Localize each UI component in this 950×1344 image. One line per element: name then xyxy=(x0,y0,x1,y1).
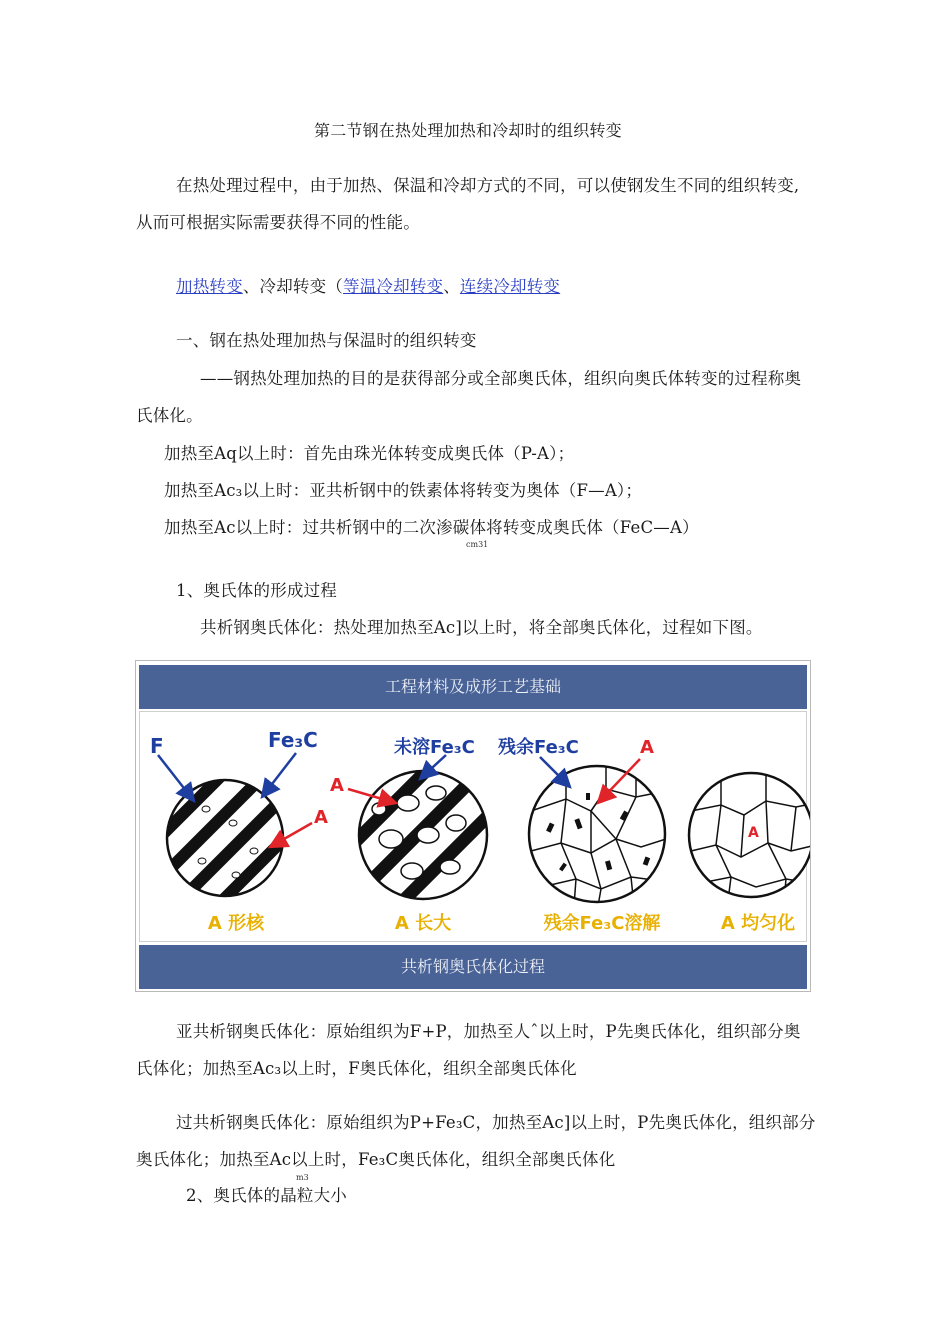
label-undissolved-cementite: 未溶Fe₃C xyxy=(394,737,475,758)
label-ferrite: F xyxy=(150,734,164,758)
stage-nucleation xyxy=(136,719,346,943)
caption-homogenization: A 均匀化 xyxy=(720,913,796,934)
hypereutectoid-subscript: m3 xyxy=(296,1173,309,1182)
intro-line-1: 在热处理过程中，由于加热、保温和冷却方式的不同，可以使钢发生不同的组织转变, xyxy=(176,176,800,195)
hypoeutectoid-line-2: 氏体化；加热至Ac₃以上时，F奥氏体化，组织全部奥氏体化 xyxy=(136,1059,577,1078)
figure-bottom-banner: 共析钢奥氏体化过程 xyxy=(139,945,807,989)
definition-line-1: ——钢热处理加热的目的是获得部分或全部奥氏体，组织向奥氏体转变的过程称奥 xyxy=(200,369,802,388)
caption-dissolution: 残余Fe₃C溶解 xyxy=(543,913,661,934)
austenitization-figure xyxy=(135,660,811,992)
page-title: 第二节钢在热处理加热和冷却时的组织转变 xyxy=(314,121,622,140)
definition-line-2: 氏体化。 xyxy=(136,406,203,425)
link-heating-transformation[interactable]: 加热转变 xyxy=(176,277,243,296)
hypereutectoid-line-1: 过共析钢奥氏体化：原始组织为P+Fe₃C，加热至Ac]以上时，P先奥氏体化，组织部分 xyxy=(176,1113,816,1132)
link-isothermal-cooling[interactable]: 等温冷却转变 xyxy=(343,277,444,296)
intro-line-2: 从而可根据实际需要获得不同的性能。 xyxy=(136,213,420,232)
links-separator-2: 、 xyxy=(443,277,460,296)
transformation-links xyxy=(176,277,560,297)
eutectoid-austenitization: 共析钢奥氏体化：热处理加热至Ac]以上时，将全部奥氏体化，过程如下图。 xyxy=(200,618,763,637)
rule-ac3: 加热至Ac₃以上时：亚共析钢中的铁素体将转变为奥体（F—A）； xyxy=(164,481,643,500)
rule-accm-subscript: cm31 xyxy=(466,540,489,549)
links-separator-1: 、冷却转变（ xyxy=(242,277,344,296)
caption-growth: A 长大 xyxy=(394,913,452,934)
label-residual-cementite: 残余Fe₃C xyxy=(498,737,579,758)
rule-accm: 加热至Ac以上时：过共析钢中的二次渗碳体将转变成奥氏体（FeC—A） xyxy=(164,518,699,537)
label-austenite-3: A xyxy=(640,737,654,758)
label-austenite-2: A xyxy=(330,775,344,796)
stage-cementite-dissolution xyxy=(526,763,668,906)
link-continuous-cooling[interactable]: 连续冷却转变 xyxy=(459,277,561,296)
section-1-heading: 一、钢在热处理加热与保温时的组织转变 xyxy=(176,331,477,350)
rule-ac1: 加热至Aq以上时：首先由珠光体转变成奥氏体（P-A）； xyxy=(164,444,575,463)
austenitization-diagram xyxy=(136,711,810,943)
label-austenite-4: A xyxy=(748,825,759,841)
label-cementite: Fe₃C xyxy=(268,728,318,752)
hypereutectoid-line-2: 奥氏体化；加热至Ac以上时，Fe₃C奥氏体化，组织全部奥氏体化 xyxy=(136,1150,616,1169)
label-austenite-1: A xyxy=(314,807,328,828)
subsection-1-heading: 1、奥氏体的形成过程 xyxy=(176,581,337,600)
subsection-2-heading: 2、奥氏体的晶粒大小 xyxy=(186,1186,347,1205)
caption-nucleation: A 形核 xyxy=(207,913,265,934)
figure-top-banner: 工程材料及成形工艺基础 xyxy=(139,665,807,709)
hypoeutectoid-line-1: 亚共析钢奥氏体化：原始组织为F+P，加热至人ˆ以上时，P先奥氏体化，组织部分奥 xyxy=(176,1022,801,1041)
